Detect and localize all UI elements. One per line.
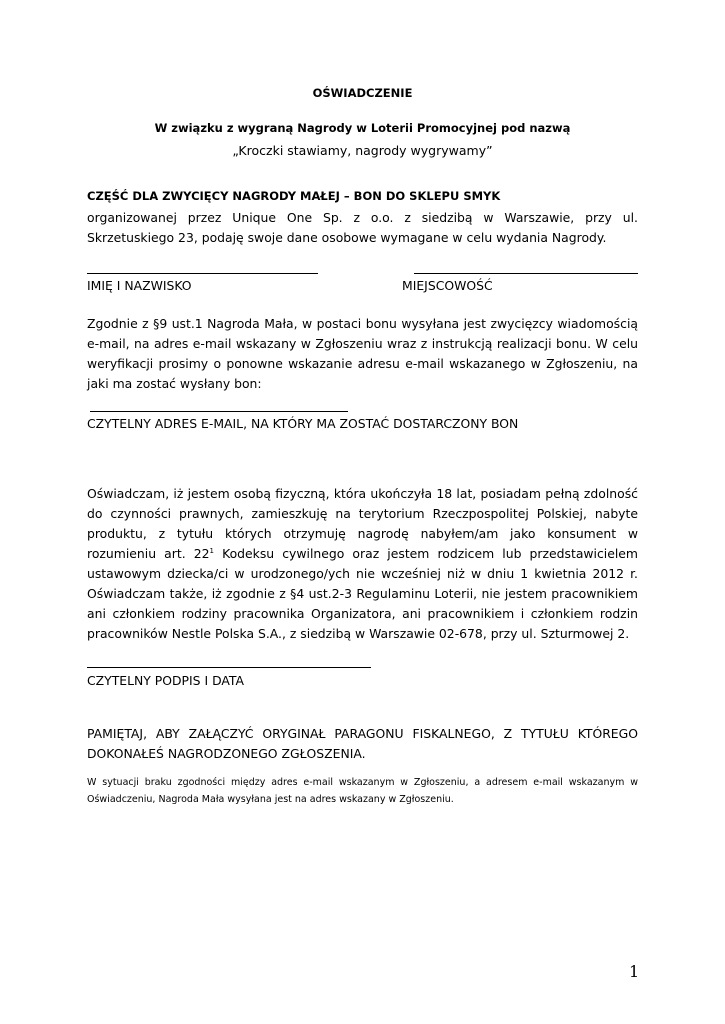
receipt-reminder: PAMIĘTAJ, ABY ZAŁĄCZYĆ ORYGINAŁ PARAGONU FISKALNEGO, Z TYTUŁU KTÓREGO DOKONAŁEŚ NAGRODZONEGO ZGŁOSZENIA.	[87, 726, 638, 761]
email-field-label: CZYTELNY ADRES E-MAIL, NA KTÓRY MA ZOSTAĆ DOSTARCZONY BON	[87, 416, 519, 431]
signature-field-line[interactable]	[87, 667, 371, 668]
footnote-marker: 1	[209, 546, 214, 555]
page-number: 1	[629, 962, 640, 981]
name-field-line[interactable]	[87, 273, 318, 274]
email-field-line[interactable]	[90, 411, 348, 412]
name-field-label: IMIĘ I NAZWISKO	[87, 278, 192, 293]
section-heading: CZĘŚĆ DLA ZWYCIĘCY NAGRODY MAŁEJ – BON DO SKLEPU SMYK	[87, 189, 501, 203]
lottery-name: „Kroczki stawiamy, nagrody wygrywamy”	[232, 143, 493, 158]
declaration-paragraph	[87, 484, 638, 644]
email-mismatch-note: W sytuacji braku zgodności między adres e-mail wskazanym w Zgłoszeniu, a adresem e-mail wskazanym w Oświadczeniu, Nagroda Mała wysyłana jest na adres wskazany w Zgłoszeniu.	[87, 777, 638, 805]
document-title: OŚWIADCZENIE	[312, 86, 413, 100]
declaration-text-part2: Kodeksu cywilnego oraz jestem rodzicem lub przedstawicielem ustawowym dziecka/ci w urodzonego/ych nie wcześniej niż w dniu 1 kwietnia 2012 r. Oświadczam także, iż zgodnie z §4 ust.2-3 Regulaminu Loterii, nie jestem pracownikiem ani członkiem rodziny pracownika Organizatora, ani pracownikiem i członkiem rodzin pracowników Nestle Polska S.A., z siedzibą w Warszawie 02-678, przy ul. Szturmowej 2.	[87, 546, 639, 641]
place-field-line[interactable]	[414, 273, 638, 274]
declaration-text-part1: Oświadczam, iż jestem osobą fizyczną, która ukończyła 18 lat, posiadam pełną zdolność do czynności prawnych, zamieszkuję na terytorium Rzeczpospolitej Polskiej, nabyte produktu, z tytułu których otrzymuję nagrodę nabyłem/am jako konsument w rozumieniu art. 22	[87, 486, 638, 561]
email-instructions-paragraph: Zgodnie z §9 ust.1 Nagroda Mała, w postaci bonu wysyłana jest zwycięzcy wiadomością e-mail, na adres e-mail wskazany w Zgłoszeniu wraz z instrukcją realizacji bonu. W celu weryfikacji prosimy o ponowne wskazanie adresu e-mail wskazanego w Zgłoszeniu, na jaki ma zostać wysłany bon:	[87, 316, 638, 391]
intro-paragraph: organizowanej przez Unique One Sp. z o.o. z siedzibą w Warszawie, przy ul. Skrzetuskiego 23, podaję swoje dane osobowe wymagane w celu wydania Nagrody.	[87, 210, 638, 245]
signature-field-label: CZYTELNY PODPIS I DATA	[87, 673, 244, 688]
document-subtitle: W związku z wygraną Nagrody w Loterii Promocyjnej pod nazwą	[154, 121, 571, 135]
place-field-label: MIEJSCOWOŚĆ	[402, 278, 493, 293]
